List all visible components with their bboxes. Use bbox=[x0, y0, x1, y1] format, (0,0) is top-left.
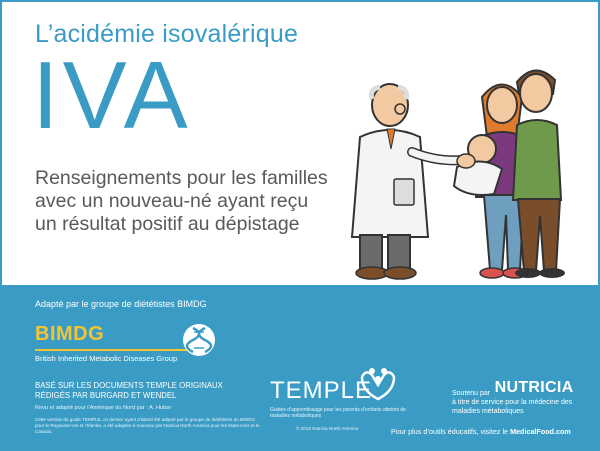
more-tools-text bbox=[391, 427, 571, 436]
handshake bbox=[457, 154, 475, 168]
based-on-line-1: BASÉ SUR LES DOCUMENTS TEMPLE ORIGINAUX bbox=[35, 381, 223, 390]
adaptation-note: Cette version du guide TEMPLE, ce dernier ayant d’abord été adapté par le groupe de diététistes du BIMDG pour le Royaume-Uni et l’Irlande, a été adaptée à nouveau par Nutricia North America pour les États-Unis et le Canada. bbox=[35, 417, 260, 434]
revised-by-text: Revu et adapté pour l’Amérique du Nord par : A. Huber bbox=[35, 405, 172, 411]
copyright-text: © 2019 Nutricia North America bbox=[296, 426, 359, 431]
based-on-line-2: RÉDIGÉS PAR BURGARD ET WENDEL bbox=[35, 391, 177, 400]
temple-logo-word: TEMPLE bbox=[270, 377, 373, 404]
dna-helix-icon bbox=[182, 323, 216, 357]
based-on-text bbox=[35, 381, 255, 401]
condition-full-name: L’acidémie isovalérique bbox=[35, 20, 299, 48]
footer-section bbox=[2, 285, 598, 449]
adapted-by-text: Adapté par le groupe de diététistes BIMDG bbox=[35, 299, 207, 309]
bimdg-underline bbox=[35, 349, 190, 351]
more-tools-prefix: Pour plus d’outils éducatifs, visitez le bbox=[391, 427, 511, 436]
nutricia-logo-block bbox=[452, 379, 592, 416]
nutricia-logo: NUTRICIA bbox=[494, 379, 574, 396]
intro-text: Renseignements pour les familles avec un nouveau-né ayant reçu un résultat positif au dépistage bbox=[35, 167, 328, 235]
condition-acronym: IVA bbox=[32, 42, 192, 149]
temple-tagline: Guides d’apprentissage pour les parents d’enfants atteints de maladies métaboliques bbox=[270, 407, 406, 419]
medicalfood-link[interactable]: MedicalFood.com bbox=[510, 427, 571, 436]
bimdg-full-name: British Inherited Metabolic Diseases Group bbox=[35, 354, 178, 363]
doctor-family-illustration bbox=[332, 57, 597, 285]
family-hands-icon bbox=[358, 363, 398, 403]
header-section bbox=[2, 2, 598, 285]
temple-logo-block bbox=[270, 363, 410, 443]
bimdg-logo: BIMDG bbox=[35, 323, 105, 345]
nutricia-service-text: à titre de service pour la médecine des maladies métaboliques bbox=[452, 399, 573, 415]
supported-by-label: Soutenu par bbox=[452, 390, 491, 397]
doctor-figure bbox=[352, 84, 462, 279]
